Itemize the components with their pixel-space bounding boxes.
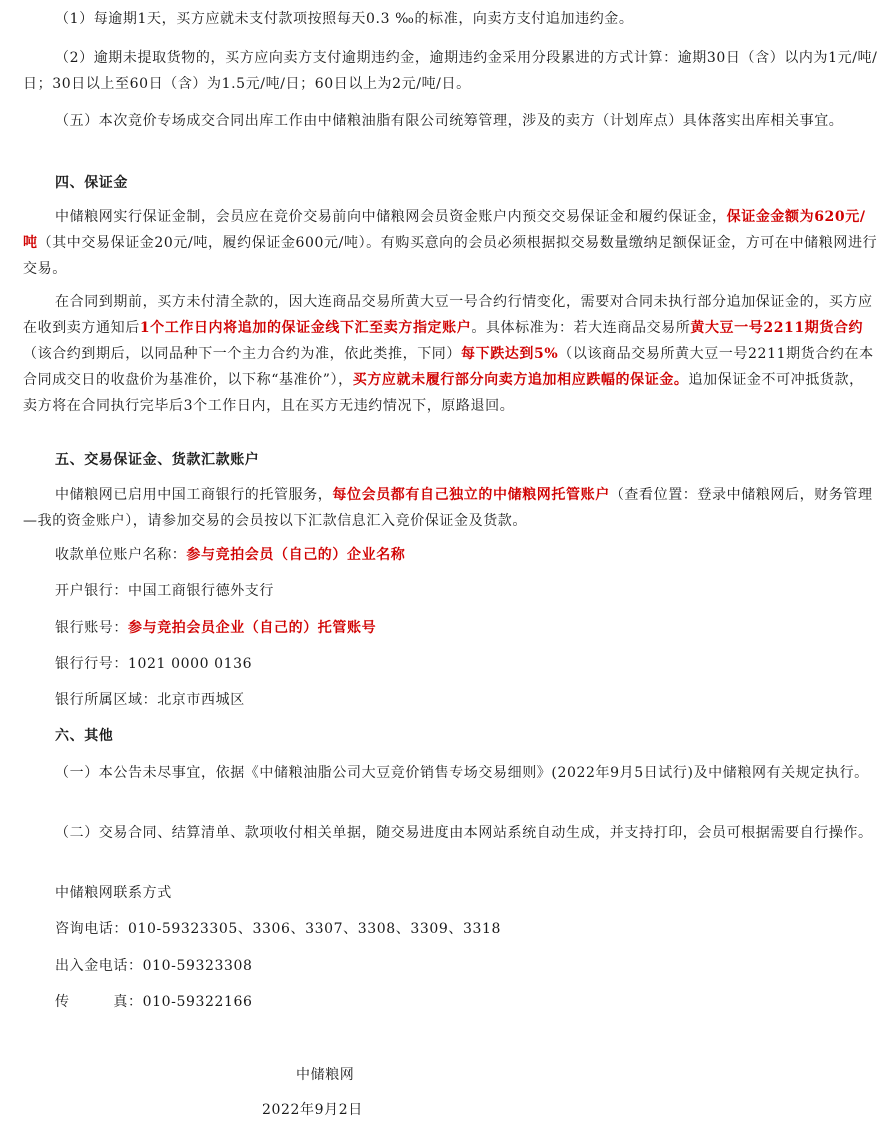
penalty-item-2: （2）逾期未提取货物的，买方应向卖方支付逾期违约金，逾期违约金采用分段累进的方式计算：逾期30日（含）以内为1元/吨/日；30日以上至60日（含）为1.5元/吨/日；60日以上为2元/吨/日。 (23, 50, 878, 92)
additional-deposit-highlight: 买方应就未履行部分向卖方追加相应跌幅的保证金。 (352, 372, 689, 388)
funds-phone-value: 010-59323308 (142, 958, 253, 974)
deposit-paragraph-2: 在合同到期前，买方未付清全款的，因大连商品交易所黄大豆一号合约行情变化，需要对合同未执行部分追加保证金的，买方应在收到卖方通知后1个工作日内将追加的保证金线下汇至卖方指定账户。具体标准为：若大连商品交易所黄大豆一号2211期货合约（该合约到期后，以同品种下一个主力合约为准，依此类推，下同）每下跌达到5%（以该商品交易所黄大豆一号2211期货合约在本合同成交日的收盘价为基准价，以下称“基准价”），买方应就未履行部分向卖方追加相应跌幅的保证金。追加保证金不可冲抵货款，卖方将在合同执行完毕后3个工作日内，且在买方无违约情况下，原路退回。 (23, 294, 874, 414)
heading-accounts: 五、交易保证金、货款汇款账户 (55, 452, 260, 468)
consult-phone-value: 010-59323305、3306、3307、3308、3309、3318 (128, 921, 502, 937)
bank-name-line: 开户银行：中国工商银行德外支行 (55, 583, 274, 599)
bank-name-value: 中国工商银行德外支行 (128, 583, 274, 599)
other-item-1: （一）本公告未尽事宜，依据《中储粮油脂公司大豆竞价销售专场交易细则》(2022年9月5日试行)及中储粮网有关规定执行。 (55, 765, 869, 781)
bank-region-value: 北京市西城区 (157, 692, 245, 708)
contacts-title: 中储粮网联系方式 (55, 885, 172, 901)
account-number-value: 参与竞拍会员企业（自己的）托管账号 (128, 620, 377, 636)
bank-code-line: 银行行号：1021 0000 0136 (55, 656, 253, 672)
heading-other: 六、其他 (55, 728, 114, 744)
heading-deposit: 四、保证金 (55, 175, 128, 191)
delivery-item-5: （五）本次竞价专场成交合同出库工作由中储粮油脂有限公司统筹管理，涉及的卖方（计划库点）具体落实出库相关事宜。 (55, 113, 844, 129)
bank-code-value: 1021 0000 0136 (128, 656, 253, 672)
decline-threshold-highlight: 每下跌达到5% (461, 346, 559, 362)
deposit-amount-highlight: 保证金金额为620元/吨 (23, 209, 866, 251)
account-number-line: 银行账号：参与竞拍会员企业（自己的）托管账号 (55, 620, 377, 636)
funds-phone-line: 出入金电话：010-59323308 (55, 958, 253, 974)
custody-account-highlight: 每位会员都有自己独立的中储粮网托管账户 (332, 487, 610, 503)
deposit-paragraph-1: 中储粮网实行保证金制，会员应在竞价交易前向中储粮网会员资金账户内预交交易保证金和履约保证金，保证金金额为620元/吨（其中交易保证金20元/吨，履约保证金600元/吨）。有购买意向的会员必须根据拟交易数量缴纳足额保证金，方可在中储粮网进行交易。 (23, 209, 878, 277)
accounts-paragraph: 中储粮网已启用中国工商银行的托管服务，每位会员都有自己独立的中储粮网托管账户（查看位置：登录中储粮网后，财务管理—我的资金账户），请参加交易的会员按以下汇款信息汇入竞价保证金及货款。 (23, 487, 873, 529)
payee-name-line: 收款单位账户名称：参与竞拍会员（自己的）企业名称 (55, 547, 406, 563)
fax-value: 010-59322166 (142, 994, 253, 1010)
payee-name-value: 参与竞拍会员（自己的）企业名称 (186, 547, 406, 563)
other-item-2: （二）交易合同、结算清单、款项收付相关单据，随交易进度由本网站系统自动生成，并支持打印，会员可根据需要自行操作。 (55, 825, 873, 841)
signature-organization: 中储粮网 (296, 1067, 355, 1083)
signature-date: 2022年9月2日 (262, 1102, 363, 1118)
bank-region-line: 银行所属区域：北京市西城区 (55, 692, 245, 708)
deposit-deadline-highlight: 1个工作日内将追加的保证金线下汇至卖方指定账户 (139, 320, 472, 336)
fax-line: 传 真：010-59322166 (55, 994, 253, 1010)
penalty-item-1: （1）每逾期1天，买方应就未支付款项按照每天0.3 ‰的标准，向卖方支付追加违约金。 (55, 11, 634, 27)
consult-phone-line: 咨询电话：010-59323305、3306、3307、3308、3309、3318 (55, 921, 502, 937)
futures-contract-highlight: 黄大豆一号2211期货合约 (690, 320, 864, 336)
